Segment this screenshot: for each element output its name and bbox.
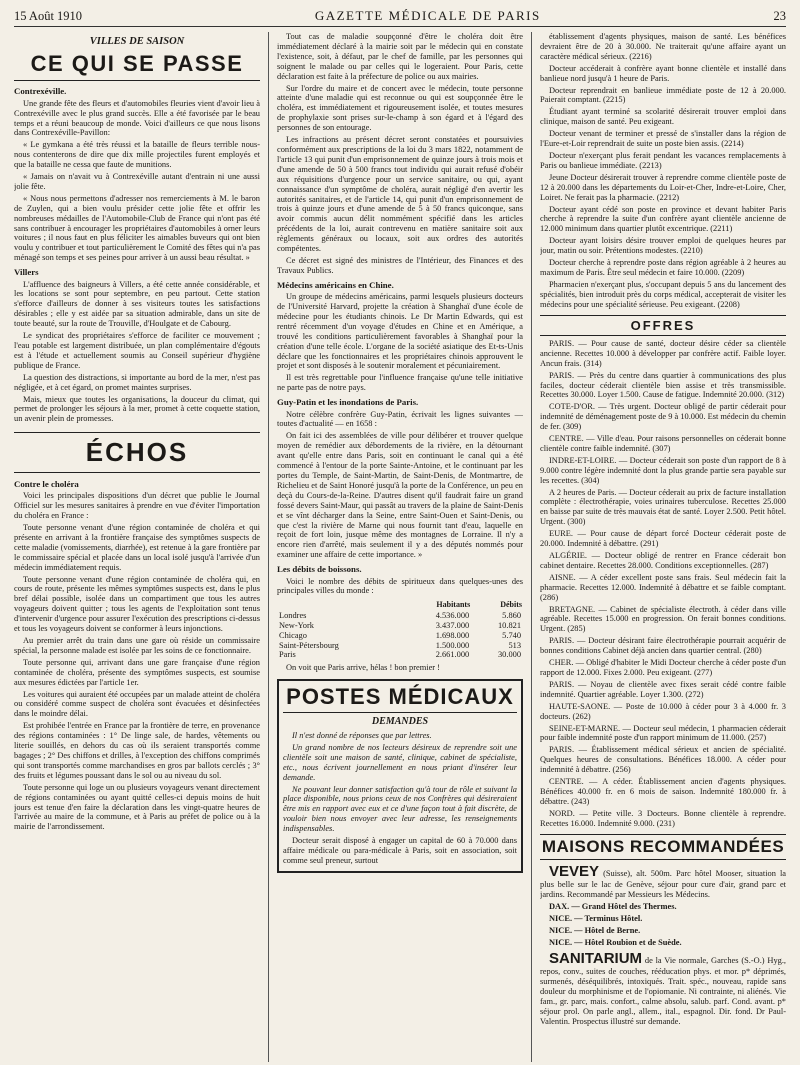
city-cell: Paris: [279, 650, 296, 660]
nice-roubion-text: NICE. — Hôtel Roubion et de Suède.: [549, 937, 682, 947]
offre-item: PARIS. — Docteur désirant faire électrothérapie pourrait acquérir de bonnes conditions Cabinet déjà ancien dans quartier central. (280): [540, 636, 786, 656]
habitants-cell: 2.661.000: [435, 650, 470, 660]
offre-item: HAUTE-SAONE. — Poste de 10.000 à céder pour 3 à 4.000 fr. 3 docteurs. (262): [540, 701, 786, 721]
offre-item: NORD. — Petite ville. 3 Docteurs. Bonne clientèle à reprendre. Recettes 16.000. Indemnité 9.000. (231): [540, 808, 786, 828]
vevey-name: VEVEY: [549, 862, 600, 880]
ad-sanitarium: [540, 950, 786, 1027]
sanitarium-text: de la Vie normale, Garches (S.-O.) Hyg., repos, conv., suites de couches, rééducation phys. et mor. p* déprimés, surmenés, déséquilibrés, intoxiqués. Trait. spéc., nouveau, rapide sans douleur du morphinisme et de l'opiomanie. Ni contrainte, ni aliénés. Vie fam., gr. parc, mais. confort., calme absolu, salub. parf. Cond. avant. p* séjour prol. On parle angl., allem., ital., espagnol. Dir. fond. Dr Paul-Valentin. Prospectus illustré sur demande.: [540, 955, 786, 1026]
paragraph: Tout cas de maladie soupçonné d'être le choléra doit être immédiatement déclaré à la mairie soit par le médecin qui en constate l'existence, soit, à défaut, par le chef de famille, par les personnes qui soignent le malade ou par celles qui le logeraient. Pour Paris, cette déclaration est faite à la préfecture de police ou aux mairies.: [277, 32, 523, 81]
table-header: Débits: [500, 600, 522, 610]
debits-cell: 10.821: [497, 620, 521, 630]
column-1: [14, 32, 260, 1062]
demande-item: Étudiant ayant terminé sa scolarité désirerait trouver emploi dans clinique, maison de santé. Peu exigeant.: [540, 107, 786, 127]
offre-item: PARIS. — Noyau de clientèle avec fixes serait cédé contre faible indemnité. Quartier agréable. Loyer 1.300. (272): [540, 679, 786, 699]
table-row: [277, 641, 523, 651]
paragraph: Sur l'ordre du maire et de concert avec le médecin, toute personne atteinte d'une maladie qui est reconnue ou qui est soupçonnée être le choléra, est immédiatement et rigoureusement isolée, et toutes mesures de prophylaxie sont prises sur-le-champ à son égard et à l'égard des personnes de son entourage.: [277, 83, 523, 133]
offre-item: AISNE. — A céder excellent poste sans frais. Seul médecin fait la pharmacie. Recettes 12.000. Indemnité à débattre et se faible comptant. (286): [540, 572, 786, 602]
paragraph: Voici les principales dispositions d'un décret que publie le Journal Officiel sur les mesures sanitaires à prendre en vue d'éviter l'importation du choléra en France :: [14, 491, 260, 521]
title-offres: OFFRES: [540, 315, 786, 336]
demande-item: Docteur reprendrait en banlieue immédiate poste de 12 à 20.000. Paierait comptant. (2215): [540, 85, 786, 105]
subhead-guy-patin: Guy-Patin et les inondations de Paris.: [277, 397, 419, 408]
habitants-cell: 4.536.000: [435, 610, 470, 620]
issue-date: 15 Août 1910: [14, 9, 83, 23]
paragraph: On voit que Paris arrive, hélas ! bon premier !: [286, 663, 440, 673]
sanitarium-name: SANITARIUM: [549, 949, 643, 967]
paragraph: Il est très regrettable pour l'influence française qu'une telle initiative ne parte pas de notre pays.: [277, 373, 523, 393]
demande-item: Docteur n'exerçant plus ferait pendant les vacances remplacements à Paris ou banlieue immédiate. (2213): [540, 150, 786, 170]
columns: [14, 32, 786, 1062]
paragraph: « Jamais on n'avait vu à Contrexéville autant d'entrain ni une aussi jolie fête.: [14, 172, 260, 191]
nice-berne-text: NICE. — Hôtel de Berne.: [549, 925, 641, 935]
subhead-contrexeville: Contrexéville.: [14, 86, 67, 97]
ad-nice-berne: [540, 926, 786, 936]
paragraph: Un grand nombre de nos lecteurs désireux de reprendre soit une clientèle soit une maison de santé, clinique, cabinet de spécialiste, etc., nous écrivent journellement en nous priant d'insérer leur demande.: [283, 742, 517, 782]
title-postes-medicaux: POSTES MÉDICAUX: [283, 684, 517, 713]
paragraph: Ce décret est signé des ministres de l'Intérieur, des Finances et des Travaux Publics.: [277, 255, 523, 275]
vevey-text: (Suisse), alt. 500m. Parc hôtel Mooser, situation la plus belle sur le lac de Genève, séjour pour cure d'air, grand parc et jardins. Recommandé par Messieurs les Médecins.: [540, 868, 786, 900]
subhead-cholera: Contre le choléra: [14, 478, 79, 489]
column-3: [540, 32, 786, 1062]
demande-item: établissement d'agents physiques, maison de santé. Les bénéfices devraient être de 20 à 30.000. Ne traiterait qu'une affaire ayant un caractère médical sérieux. (2216): [540, 32, 786, 61]
paragraph: Le syndicat des propriétaires s'efforce de faciliter ce mouvement ; l'eau potable est largement distribuée, un plan complémentaire d'égouts est à l'étude et actuellement soumis au Conseil supérieur d'hygiène publique de France.: [14, 331, 260, 370]
paragraph: La question des distractions, si importante au bord de la mer, n'est pas négligée, et à cet égard, on promet maintes surprises.: [14, 372, 260, 392]
table-header: Habitants: [436, 600, 471, 610]
ad-nice-terminus: [540, 914, 786, 924]
paragraph: Au premier arrêt du train dans une gare où réside un commissaire spécial, la personne malade est isolée par les soins de ce fonctionnaire.: [14, 636, 260, 655]
city-cell: New-York: [279, 620, 314, 630]
paragraph: « Nous nous permettons d'adresser nos remerciements à M. le baron de Zuylen, qui a bien voulu présider cette jolie fête et offrir les nombreuses médailles de l'Automobile-Club de France qui n'ont pas été sans contribuer à encourager les propriétaires d'automobiles à orner leurs voitures ; il nous faut en plus féliciter les aimables buveurs qui ont bien voulu y contribuer et tout particulièrement le Comité des fêtes qui n'a pas ménagé son temps et ses peines pour arriver à un aussi beau résultat. »: [14, 193, 260, 263]
postes-medicaux-box: [277, 679, 523, 873]
debits-cell: 513: [508, 640, 521, 650]
masthead: [14, 8, 786, 27]
offre-item: CHER. — Obligé d'habiter le Midi Docteur cherche à céder poste d'un rapport de 12.000. Fixes 2.000. Peu exigeant. (277): [540, 658, 786, 677]
subtitle-demandes: DEMANDES: [371, 716, 429, 728]
paragraph: Les voitures qui auraient été occupées par un malade atteint de choléra ou considéré comme suspect de choléra sont évacuées et désinfectées dans le moindre délai.: [14, 689, 260, 719]
column-2: [277, 32, 523, 1062]
paragraph: Toute personne qui loge un ou plusieurs voyageurs venant directement de régions contaminées ou ayant quitté celles-ci depuis moins de huit jours est tenue d'en faire la déclaration dans les vingt-quatre heures de l'arrivée au maire de la commune, et à Paris au préfet de police ou à la mairie de l'arrondissement.: [14, 782, 260, 832]
demande-item: Jeune Docteur désirerait trouver à reprendre comme clientèle poste de 12 à 20.000 dans les départements du Loir-et-Cher, Indre-et-Loire, Cher, Loiret. Ne ferait pas la pharmacie. (2212): [540, 172, 786, 202]
city-cell: Chicago: [279, 630, 307, 640]
offre-item: SEINE-ET-MARNE. — Docteur seul médecin, 1 pharmacien céderait pour faible indemnité poste d'un rapport minimum de 11.000. (257): [540, 723, 786, 743]
debits-table: [277, 599, 523, 660]
demande-item: Docteur ayant cédé son poste en province et devant habiter Paris cherche à reprendre la suite d'un confrère ayant clientèle ancienne de 12.000 minimum dans quartier plutôt excentrique. (2211): [540, 204, 786, 234]
subhead-villers: Villers: [14, 267, 39, 278]
paragraph: « Le gymkana a été très réussi et la bataille de fleurs terrible nous-nous contenterons de dire que dix mille projectiles furent employés et que la bataille ne cessa que faute de munitions.: [14, 140, 260, 170]
paragraph: Toute personne venant d'une région contaminée de choléra et qui présente en arrivant à la frontière française des symptômes suspects de cette maladie (vomissements, diarrhée), est retenue à la gare frontière par le commissaire spécial et placée dans un local isolé jusqu'à l'arrivée d'un médecin immédiatement requis.: [14, 523, 260, 572]
debits-cell: 5.740: [502, 630, 521, 640]
paragraph: Les infractions au présent décret seront constatées et poursuivies conformément aux prescriptions de la loi du 3 mars 1822, notamment de l'article 13 qui punit d'un emprisonnement de quinze jours à trois mois et d'une amende de 50 à 500 francs tout individu qui aurait refusé d'obéir aux réquisitions d'urgence pour un service sanitaire, ou qui, ayant connaissance d'un symptôme de choléra, aurait négligé d'en avertir les autorités sanitaires, et de l'article 14, qui punit d'un emprisonnement de trois à quinze jours et d'une amende de 5 à 50 francs quiconque, sans avoir commis aucun délit nommément spécifié dans les articles précédents de la loi, aurait contrevenu en matière sanitaire soit aux règlements généraux ou locaux, soit aux ordres des autorités compétentes.: [277, 135, 523, 254]
paragraph: Toute personne qui, arrivant dans une gare française d'une région contaminée de choléra, présente des symptômes suspects, est soumise aux mesures édictées par l'article 1er.: [14, 657, 260, 687]
ad-dax: [540, 902, 786, 912]
ad-nice-roubion: [540, 938, 786, 948]
column-divider: [268, 32, 269, 1062]
dax-text: DAX. — Grand Hôtel des Thermes.: [549, 902, 677, 912]
offre-item: BRETAGNE. — Cabinet de spécialiste électroth. à céder dans ville agréable. Recettes 15.000 en progression. On ferait bonnes conditions. Urgent. (285): [540, 604, 786, 634]
paragraph: Docteur serait disposé à engager un capital de 60 à 70.000 dans affaire médicale ou para-médicale à Paris, soit en association, soit comme seul preneur, surtout: [283, 836, 517, 865]
title-maisons-recommandees: MAISONS RECOMMANDÉES: [540, 834, 786, 860]
paragraph: Voici le nombre des débits de spiritueux dans quelques-unes des principales villes du monde :: [277, 576, 523, 596]
paragraph: Notre célèbre confrère Guy-Patin, écrivait les lignes suivantes — toutes d'actualité — en 1658 :: [277, 409, 523, 429]
habitants-cell: 3.437.000: [435, 620, 470, 630]
demande-item: Docteur venant de terminer et pressé de s'installer dans la région de l'Eure-et-Loir reprendrait de suite un poste bien assis. (2214): [540, 129, 786, 149]
offre-item: PARIS. — Établissement médical sérieux et ancien de spécialité. Quelques heures de consultations. Bénéfices 18.000. A céder pour indemnité à débattre. (256): [540, 745, 786, 775]
debits-cell: 5.860: [502, 610, 521, 620]
ad-vevey: [540, 863, 786, 901]
subhead-debits: Les débits de boissons.: [277, 564, 362, 575]
offre-item: PARIS. — Pour cause de santé, docteur désire céder sa clientèle ancienne. Recettes 10.000 à développer par confrère actif. Faible loyer. Ancun frais. (314): [540, 338, 786, 368]
paragraph: Un groupe de médecins américains, parmi lesquels plusieurs docteurs de l'Université Harvard, projette la création à Shanghaï d'une école de médecine pour les étudiants chinois. Le Dr Martin Edwards, qui est rentré récemment d'un voyage d'études en Chine et en Amérique, a trouvé les conditions particulièrement favorables à Shanghaï pour la création d'une telle école. L'organe de la société asiatique des Et-ts-Unis déclare que les fonctionnaires et les propriétaires chinois approuvent le projet et sont disposés à le soutenir moralement et pécuniairement.: [277, 292, 523, 371]
title-ce-qui-se-passe: CE QUI SE PASSE: [14, 51, 260, 81]
offre-item: PARIS. — Près du centre dans quartier à communications des plus faciles, docteur céderait clientèle bien assise et très transmissible. Recettes 30.000. Loyer 1.500. Cause de fatigue. Indemnité 20.000. (312): [540, 370, 786, 400]
paragraph: Ne pouvant leur donner satisfaction qu'à tour de rôle et suivant la place disponible, nous prions ceux de nos Confrères qui désireraient être mis en rapport avec eux et ce d'une façon tout à fait discrète, de vouloir bien nous envoyer avec leur adresse, les renseignements indispensables.: [283, 784, 517, 834]
paragraph: Il n'est donné de réponses que par lettres.: [292, 730, 432, 740]
paragraph: Est prohibée l'entrée en France par la frontière de terre, en provenance des régions contaminées : 1° De linge sale, de hardes, vêtements ou literie souillés, en dehors du cas où ils seraient transportés comme bagages ; 2° Des chiffons et drilles, à l'exception des chiffons comprimés qui sont transportés comme marchandises en gros par ballots cerclés ; 3° des fruits et légumes poussant dans le sol ou au niveau du sol.: [14, 721, 260, 780]
paragraph: Une grande fête des fleurs et d'automobiles fleuries vient d'avoir lieu à Contrexéville avec le plus grand succès. Elle a été favorisée par le beau temps et a réuni beaucoup de monde. Voici d'ailleurs ce que nous lisons dans Contrexéville-Pavillon:: [14, 98, 260, 138]
section-villes: VILLES DE SAISON: [89, 36, 185, 47]
offre-item: EURE. — Pour cause de départ forcé Docteur céderait poste de 20.000. Indemnité à débattre. (291): [540, 529, 786, 549]
paragraph: L'affluence des baigneurs à Villers, a été cette année considérable, et les locations se sont pour septembre, en peu partout. Cette station s'efforce d'ailleurs de donner à ses visiteurs toutes les satisfactions désirables ; elle y est aidée par sa situation admirable, dans un site de toute beauté, sur la route de Trouville, d'Houlgate et de Cabourg.: [14, 279, 260, 329]
offre-item: CENTRE. — A céder. Établissement ancien d'agents physiques. Bénéfices 40.000 fr. en 6 mois de saison. Indemnité 180.000 fr. à débattre. (243): [540, 777, 786, 806]
paragraph: Toute personne venant d'une région contaminée de choléra qui, en cours de route, présente les mêmes symptômes suspects est, dans le plus bref délai possible, isolée dans un compartiment que tous les autres voyageurs doivent quitter ; tous les agents de l'exploitation sont tenus d'intervenir d'urgence pour assurer l'exécution des prescriptions ci-dessus et tous les voyageurs doivent se conformer à leurs injonctions.: [14, 574, 260, 634]
title-echos: ÉCHOS: [14, 432, 260, 473]
page-number: 23: [773, 9, 786, 23]
journal-title: GAZETTE MÉDICALE DE PARIS: [314, 8, 541, 23]
offre-item: COTE-D'OR. — Très urgent. Docteur obligé de partir céderait pour indemnité de déménagement poste de 9 à 10.000. Est médecin du chemin de fer. (309): [540, 402, 786, 432]
demande-item: Pharmacien n'exerçant plus, s'occupant depuis 5 ans du lancement des spécialités, bien introduit près du corps médical, accepterait de visiter les médecins pour une spécialité sérieuse. Peu exigeant. (2208): [540, 279, 786, 309]
demande-item: Docteur cherche à reprendre poste dans région agréable à 2 heures au maximum de Paris. Être seul médecin et faire 10.000. (2209): [540, 258, 786, 277]
city-cell: Londres: [279, 610, 307, 620]
offre-item: A 2 heures de Paris. — Docteur céderait au prix de facture installation complète : électrothérapie, voies urinaires tuberculose. Recettes 25.000 en baisse par suite de très mauvais état de santé. Loyer 2.500. Petit hôtel. Urgent. (300): [540, 487, 786, 527]
column-divider: [531, 32, 532, 1062]
demande-item: Docteur ayant loisirs désire trouver emploi de quelques heures par jour, matin ou soir. Prétentions modestes. (2210): [540, 236, 786, 256]
paragraph: On fait ici des assemblées de ville pour délibérer et trouver quelque moyen de remédier aux débordements de la rivière, en la détournant avant qu'elle entre dans Paris, soit en continuant le canal qui a été commencé à l'entour de la porte Sainte-Antoine, et le continuant par les portes du Temple, de Saint-Martin, de Saint-Denis, de Montmartre, de Richelieu et de Saint Honoré jusqu'à la porte de la Conférence, un peu en deçà du Cours-de-la-Reine. D'autres disent qu'il faudrait faire un grand fossé devers Saint-Maur, qui passât au travers de la plaine de Saint-Denis et se vînt décharger dans la Seine, entre Saint-Ouen et Saint-Denis, ou que c'est la rivière de Marne qui nous fournit tant d'eau, laquelle en reçoit de fort loin, jusque même des montagnes de Lorraine. Il n'y a encore rien d'arrêté, mais seulement il y a des députés nommés pour examiner une affaire de cette importance. »: [277, 431, 523, 560]
habitants-cell: 1.500.000: [435, 640, 470, 650]
city-cell: Saint-Pétersbourg: [279, 640, 339, 650]
nice-terminus-text: NICE. — Terminus Hôtel.: [549, 914, 643, 924]
offre-item: ALGÉRIE. — Docteur obligé de rentrer en France céderait bon cabinet dentaire. Recettes 28.000. Conditions exceptionnelles. (287): [540, 551, 786, 570]
table-row: [277, 650, 523, 660]
debits-cell: 30.000: [497, 650, 521, 660]
offre-item: CENTRE. — Ville d'eau. Pour raisons personnelles on céderait bonne clientèle contre faible indemnité. (307): [540, 434, 786, 453]
table-row: [277, 631, 523, 641]
demande-item: Docteur accéderait à confrère ayant bonne clientèle et installé dans banlieue nord jusqu'à 1 heure de Paris.: [540, 63, 786, 83]
subhead-medecins: Médecins américains en Chine.: [277, 279, 394, 290]
paragraph: Mais, mieux que toutes les organisations, la douceur du climat, qui permet de prolonger les séjours à la mer, promet à cette coquette station, un avenir plein de promesses.: [14, 394, 260, 424]
table-row: [277, 611, 523, 621]
habitants-cell: 1.698.000: [435, 630, 470, 640]
offre-item: INDRE-ET-LOIRE. — Docteur céderait son poste d'un rapport de 8 à 9.000 contre légère indemnité dont la plus grande partie sera payable sur les recettes. (304): [540, 455, 786, 485]
table-row: [277, 621, 523, 631]
